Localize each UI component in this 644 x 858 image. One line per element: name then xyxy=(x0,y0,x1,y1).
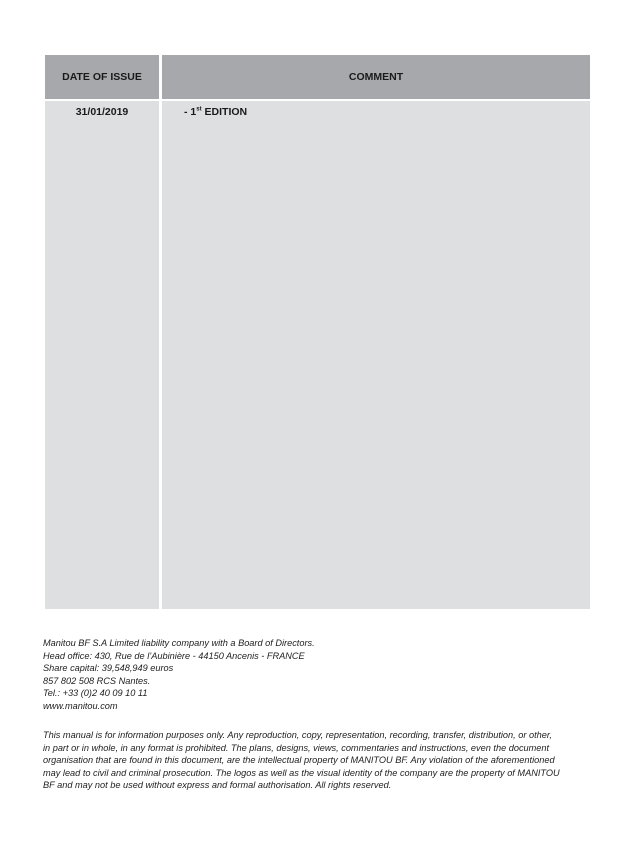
company-info-line: Head office: 430, Rue de l’Aubinière - 44150 Ancenis - FRANCE xyxy=(43,650,305,661)
header-date-of-issue xyxy=(45,55,159,99)
company-info-line: Manitou BF S.A Limited liability company with a Board of Directors. xyxy=(43,638,315,648)
comment-column xyxy=(162,101,590,609)
company-info-line: Share capital: 39,548,949 euros xyxy=(43,663,174,674)
legal-notice-line: in part or in whole, in any format is prohibited. The plans, designs, views, commentaries and instructions, even the document xyxy=(43,742,550,753)
company-info xyxy=(43,637,603,713)
revision-table xyxy=(45,55,590,609)
company-info-line: Tel.: +33 (0)2 40 09 10 11 xyxy=(43,688,148,699)
company-info-line: 857 802 508 RCS Nantes. xyxy=(43,675,151,686)
date-column xyxy=(45,101,159,609)
row-comment xyxy=(184,106,247,118)
header-date-label: DATE OF ISSUE xyxy=(62,71,142,83)
row-comment-prefix: - 1 xyxy=(184,106,197,118)
legal-notice-line: may lead to civil and criminal prosecution. The logos as well as the visual identity of the company are the property of MANITOU xyxy=(43,767,560,778)
row-comment-suffix: EDITION xyxy=(201,106,248,118)
legal-notice-line: This manual is for information purposes only. Any reproduction, copy, representation, recording, transfer, distribution, or other, xyxy=(43,730,552,740)
header-comment-label: COMMENT xyxy=(348,71,404,83)
legal-notice-line: organisation that are found in this document, are the intellectual property of MANITOU BF. Any violation of the aforementioned xyxy=(43,755,555,766)
company-website: www.manitou.com xyxy=(43,700,118,711)
row-date: 31/01/2019 xyxy=(75,106,129,118)
legal-notice xyxy=(43,729,598,792)
legal-notice-line: BF and may not be used without express and formal authorisation. All rights reserved. xyxy=(43,780,392,791)
header-comment xyxy=(162,55,590,99)
row-comment-ordinal: st xyxy=(196,106,202,113)
